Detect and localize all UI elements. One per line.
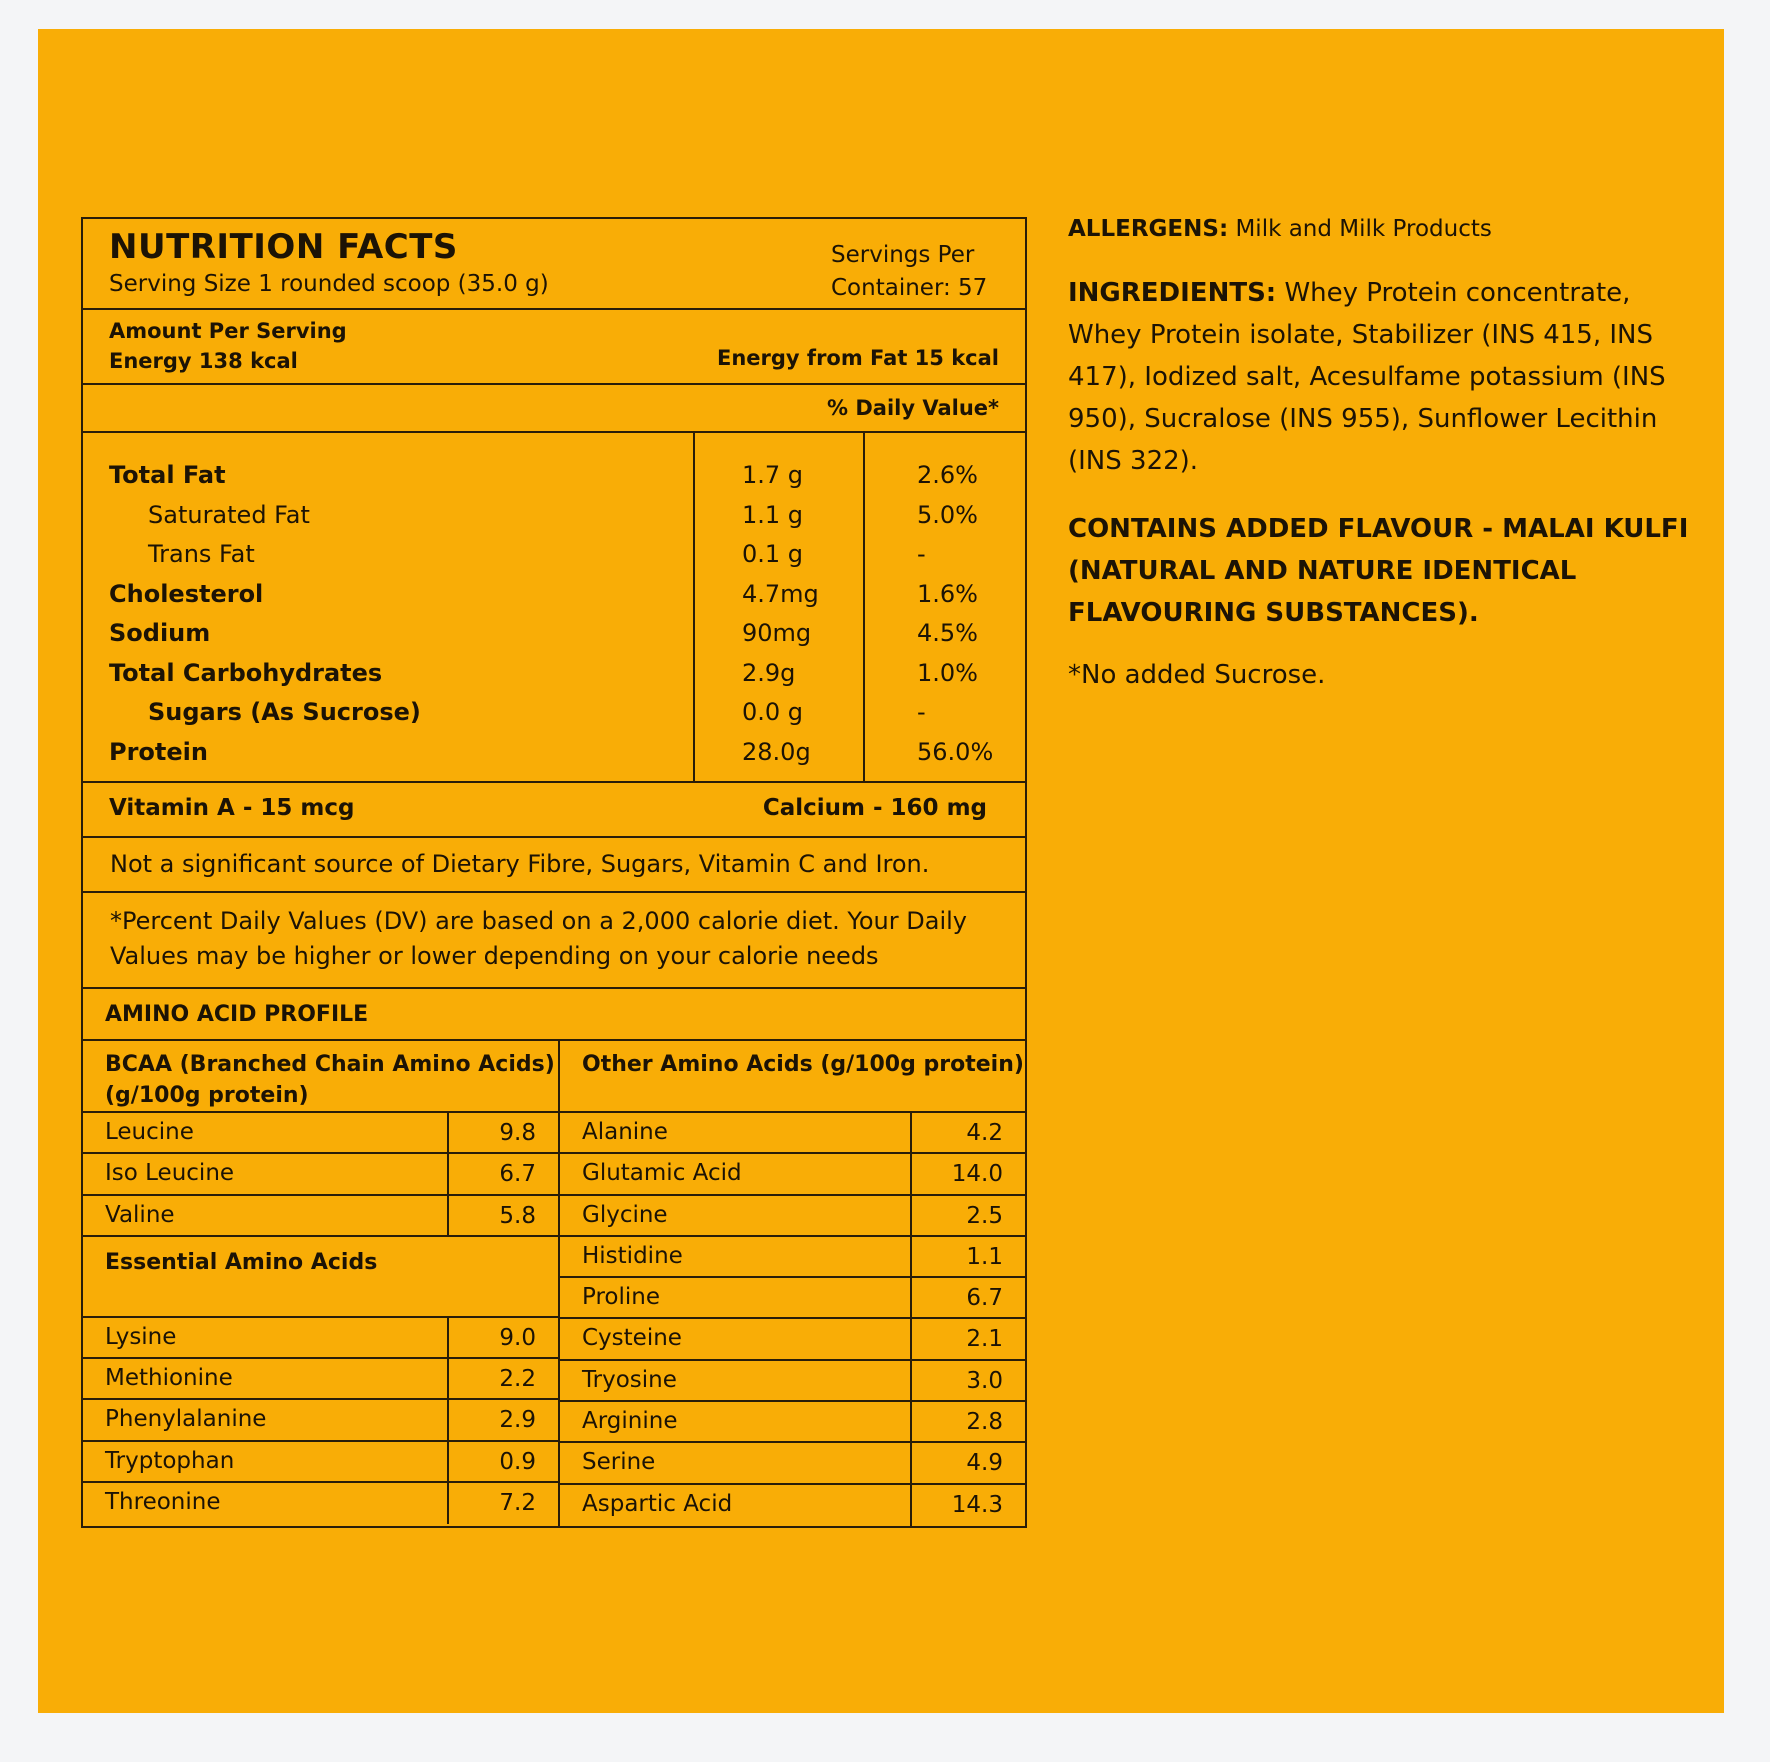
essential-amino-header: Essential Amino Acids <box>83 1237 558 1318</box>
nutrient-amount-column <box>695 433 865 781</box>
table-row <box>83 1483 558 1524</box>
table-row <box>560 1278 1025 1319</box>
amino-value: 4.2 <box>966 1120 1003 1146</box>
energy: Energy 138 kcal <box>109 349 298 373</box>
nutrient-amount: 28.0g <box>742 737 811 766</box>
amino-name: Cysteine <box>560 1319 912 1358</box>
amino-name: Glycine <box>560 1196 912 1235</box>
nutrient-dv: 1.6% <box>917 579 978 608</box>
nutrient-name: Protein <box>109 737 208 766</box>
amino-value: 14.0 <box>951 1161 1003 1188</box>
amino-value: 2.9 <box>499 1407 536 1434</box>
nutrient-amount: 0.0 g <box>742 698 804 726</box>
other-amino-header: Other Amino Acids (g/100g protein) <box>560 1041 1025 1113</box>
table-row <box>83 1400 558 1441</box>
amino-name: Iso Leucine <box>83 1154 449 1193</box>
nutrient-name: Total Carbohydrates <box>109 658 383 687</box>
nutrient-amount: 1.7 g <box>742 461 804 489</box>
amino-value: 2.2 <box>499 1366 536 1393</box>
amino-name: Aspartic Acid <box>560 1485 912 1526</box>
nutrient-name-column <box>83 433 695 781</box>
no-sucrose-note: *No added Sucrose. <box>1068 660 1326 690</box>
amino-name: Phenylalanine <box>83 1400 449 1439</box>
amount-per-serving <box>83 310 1025 385</box>
amino-acid-profile-header <box>83 989 1025 1041</box>
vitamins-row <box>83 783 1025 838</box>
amino-value: 2.1 <box>966 1326 1003 1353</box>
table-row <box>560 1237 1025 1278</box>
daily-value-footnote-text: *Percent Daily Values (DV) are based on a 2,000 calorie diet. Your Daily Values may be higher or lower depending on your calorie needs <box>110 907 967 970</box>
nutrient-dv: 1.0% <box>917 658 978 687</box>
nutrient-dv: 5.0% <box>917 500 978 529</box>
amino-value: 6.7 <box>499 1161 536 1188</box>
nutrition-header <box>83 219 1025 310</box>
nutrient-name: Sodium <box>109 619 211 647</box>
amino-value: 14.3 <box>951 1491 1003 1518</box>
nutrient-name: Saturated Fat <box>148 500 310 529</box>
ingredients-label: INGREDIENTS: <box>1068 278 1277 308</box>
amino-name: Histidine <box>560 1237 912 1276</box>
table-row <box>560 1485 1025 1526</box>
table-row <box>560 1443 1025 1484</box>
table-row <box>560 1154 1025 1195</box>
nutrient-amount: 1.1 g <box>742 500 804 529</box>
amino-value: 5.8 <box>499 1202 536 1229</box>
nutrient-dv: - <box>917 698 926 726</box>
daily-value-footnote <box>83 893 1025 989</box>
table-row <box>560 1361 1025 1402</box>
table-row <box>83 1442 558 1483</box>
allergens-label: ALLERGENS: <box>1068 216 1229 242</box>
servings-container-value: Container: 57 <box>831 275 988 301</box>
amount-per-serving-label: Amount Per Serving <box>109 319 347 343</box>
nutrient-dv: - <box>917 540 926 568</box>
allergens <box>1068 216 1708 242</box>
amino-name: Serine <box>560 1443 912 1482</box>
amino-value: 2.8 <box>966 1409 1003 1436</box>
amino-name: Threonine <box>83 1483 449 1524</box>
amino-value: 9.0 <box>499 1324 536 1351</box>
ingredients-text: Whey Protein concentrate, Whey Protein isolate, Stabilizer (INS 415, INS 417), Iodized salt, Acesulfame potassium (INS 950), Sucralose (INS 955), Sunflower Lecithin (INS 322). <box>1068 278 1666 476</box>
ingredients <box>1068 272 1708 482</box>
not-significant-text: Not a significant source of Dietary Fibre, Sugars, Vitamin C and Iron. <box>110 850 930 878</box>
table-row <box>83 1196 558 1237</box>
daily-value-header: % Daily Value* <box>827 396 999 420</box>
amino-name: Arginine <box>560 1402 912 1441</box>
nutrient-dv: 4.5% <box>917 619 978 647</box>
vitamin-a: Vitamin A - 15 mcg <box>109 795 355 821</box>
amino-value: 6.7 <box>966 1285 1003 1312</box>
nutrient-amount: 90mg <box>742 619 812 647</box>
nutrition-title: NUTRITION FACTS <box>109 227 458 267</box>
amino-name: Proline <box>560 1278 912 1317</box>
daily-value-header-row <box>83 385 1025 433</box>
table-row <box>560 1402 1025 1443</box>
table-row <box>83 1113 558 1154</box>
nutrient-amount: 2.9g <box>742 658 796 687</box>
nutrient-amount: 0.1 g <box>742 540 804 568</box>
amino-acid-table <box>83 1041 1025 1526</box>
amino-value: 1.1 <box>966 1243 1003 1270</box>
other-amino-column <box>560 1041 1025 1526</box>
nutrient-name: Trans Fat <box>148 540 255 568</box>
amino-name: Alanine <box>560 1113 912 1152</box>
nutrient-dv: 2.6% <box>917 461 978 489</box>
bcaa-header: BCAA (Branched Chain Amino Acids) (g/100g protein) <box>83 1041 558 1113</box>
not-significant-note <box>83 838 1025 893</box>
nutrient-dv-column <box>865 433 1025 781</box>
amino-value: 2.5 <box>966 1202 1003 1229</box>
allergens-text: Milk and Milk Products <box>1235 216 1492 242</box>
amino-value: 3.0 <box>966 1367 1003 1394</box>
nutrient-name: Total Fat <box>109 461 226 489</box>
servings-per-label: Servings Per <box>831 242 975 268</box>
amino-name: Valine <box>83 1196 449 1235</box>
nutrition-facts-table <box>81 217 1027 1528</box>
nutrient-table <box>83 433 1025 783</box>
flavour-statement: CONTAINS ADDED FLAVOUR - MALAI KULFI (NATURAL AND NATURE IDENTICAL FLAVOURING SUBSTANCES). <box>1068 514 1689 628</box>
amino-name: Methionine <box>83 1359 449 1398</box>
table-row <box>83 1359 558 1400</box>
amino-name: Tryosine <box>560 1361 912 1400</box>
calcium: Calcium - 160 mg <box>762 795 987 821</box>
amino-name: Tryptophan <box>83 1442 449 1481</box>
amino-name: Glutamic Acid <box>560 1154 912 1193</box>
servings-per-container <box>831 239 991 305</box>
amino-value: 7.2 <box>499 1490 536 1517</box>
table-row <box>560 1196 1025 1237</box>
amino-name: Leucine <box>83 1113 449 1152</box>
amino-acid-profile-title: AMINO ACID PROFILE <box>105 1002 369 1027</box>
bcaa-column <box>83 1041 560 1526</box>
nutrient-dv: 56.0% <box>917 737 994 766</box>
nutrient-amount: 4.7mg <box>742 579 819 608</box>
amino-name: Lysine <box>83 1318 449 1357</box>
amino-value: 0.9 <box>499 1448 536 1475</box>
serving-size: Serving Size 1 rounded scoop (35.0 g) <box>109 271 549 297</box>
amino-value: 9.8 <box>499 1120 536 1146</box>
energy-from-fat: Energy from Fat 15 kcal <box>717 346 999 370</box>
table-row <box>560 1113 1025 1154</box>
nutrient-name: Sugars (As Sucrose) <box>148 698 421 726</box>
amino-value: 4.9 <box>966 1450 1003 1477</box>
table-row <box>83 1154 558 1195</box>
table-row <box>83 1318 558 1359</box>
table-row <box>560 1319 1025 1360</box>
nutrient-name: Cholesterol <box>109 579 264 608</box>
